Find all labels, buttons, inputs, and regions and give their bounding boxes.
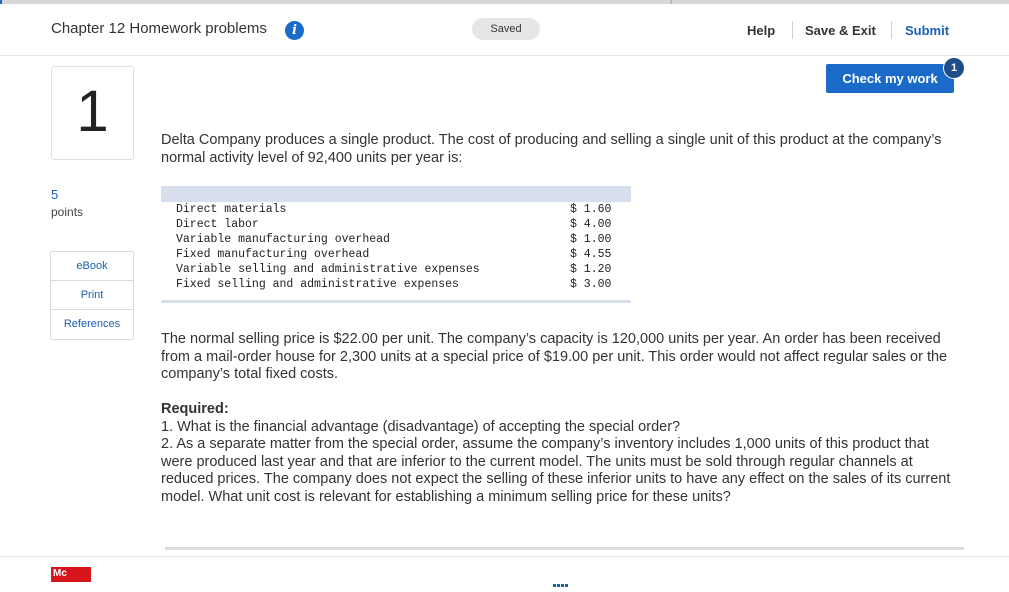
footer-divider <box>0 556 1009 557</box>
question-number: 1 <box>76 79 109 144</box>
check-my-work-button[interactable]: Check my work <box>826 64 954 93</box>
references-button[interactable]: References <box>50 309 134 340</box>
cost-value: $ 1.60 <box>570 203 612 216</box>
check-attempts-badge: 1 <box>943 57 965 79</box>
cost-table-footer <box>161 300 631 303</box>
cost-label: Direct labor <box>176 218 259 231</box>
info-icon[interactable]: i <box>285 21 304 40</box>
cost-table <box>161 186 631 303</box>
content-divider <box>165 547 964 550</box>
cost-row <box>161 203 631 218</box>
requirement-2: 2. As a separate matter from the special order, assume the company’s inventory includes 1,000 units of this product that were produced last year and that are inferior to the current model. The units must be sold through regular channels at reduced prices. The company does not expect the selling of these inferior units to have any effect on the sales of its current model. What unit cost is relevant for establishing a minimum selling price for these units? <box>161 436 951 505</box>
cost-row <box>161 278 631 293</box>
cost-value: $ 3.00 <box>570 278 612 291</box>
points-label: points <box>51 205 84 219</box>
cost-label: Direct materials <box>176 203 287 216</box>
header-divider <box>792 21 793 39</box>
saved-status-badge: Saved <box>472 18 540 40</box>
cost-table-header <box>161 186 631 202</box>
question-number-box <box>51 66 134 160</box>
mcgraw-hill-logo: Mc <box>51 567 91 582</box>
header-divider <box>891 21 892 39</box>
requirement-1: 1. What is the financial advantage (disadvantage) of accepting the special order? <box>161 418 681 435</box>
cost-value: $ 1.20 <box>570 263 612 276</box>
cost-row <box>161 263 631 278</box>
assignment-title: Chapter 12 Homework problems <box>51 20 267 37</box>
save-exit-button[interactable]: Save & Exit <box>805 23 876 38</box>
cost-row <box>161 233 631 248</box>
problem-intro: Delta Company produces a single product. The cost of producing and selling a single unit of this product at the company’s normal activity level of 92,400 units per year is: <box>161 132 942 166</box>
cost-value: $ 4.00 <box>570 218 612 231</box>
help-button[interactable]: Help <box>747 23 776 38</box>
problem-details: The normal selling price is $22.00 per unit. The company’s capacity is 120,000 units per year. An order has been received from a mail-order house for 2,300 units at a special price of $19.00 per unit. This order would not affect regular sales or the company’s total fixed costs. <box>161 331 948 382</box>
cost-label: Fixed manufacturing overhead <box>176 248 370 261</box>
ebook-button[interactable]: eBook <box>50 251 134 282</box>
cost-value: $ 1.00 <box>570 233 612 246</box>
question-grid-icon[interactable] <box>553 574 571 582</box>
cost-value: $ 4.55 <box>570 248 612 261</box>
cost-label: Fixed selling and administrative expenses <box>176 278 459 291</box>
cost-label: Variable manufacturing overhead <box>176 233 390 246</box>
cost-row <box>161 218 631 233</box>
assignment-header <box>0 4 1009 56</box>
points-value: 5 <box>51 187 59 202</box>
print-button[interactable]: Print <box>50 280 134 311</box>
submit-button[interactable]: Submit <box>905 23 950 38</box>
required-title: Required: <box>161 401 229 417</box>
required-section <box>161 401 961 506</box>
cost-label: Variable selling and administrative expenses <box>176 263 480 276</box>
cost-row <box>161 248 631 263</box>
